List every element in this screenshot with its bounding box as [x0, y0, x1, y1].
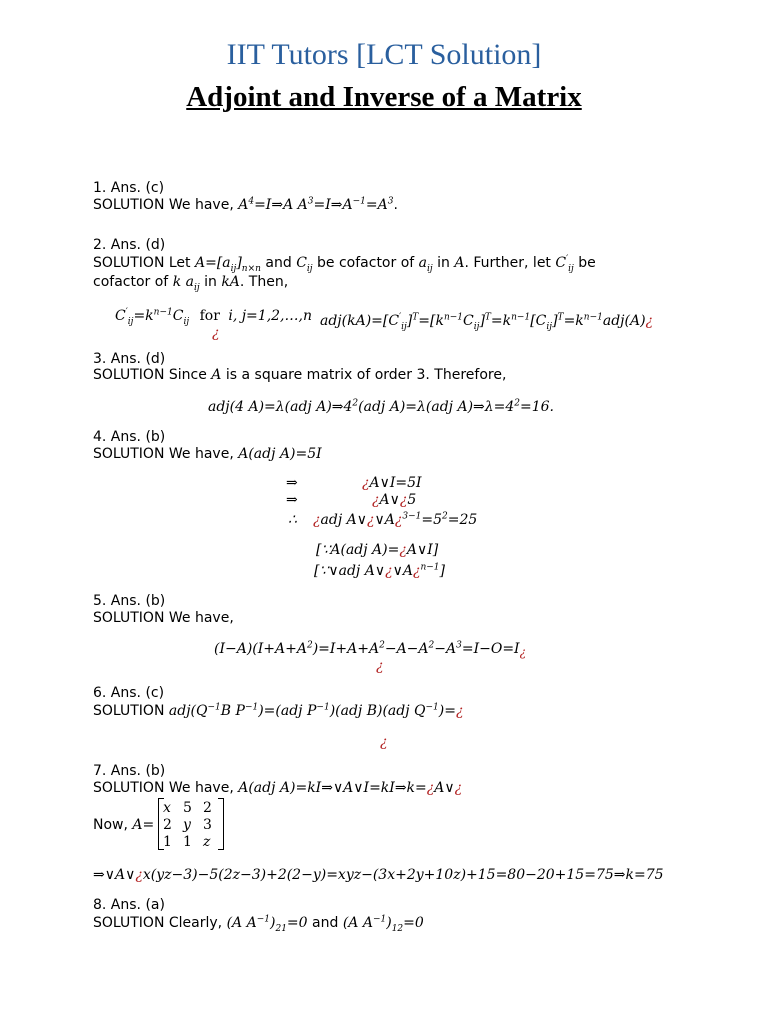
q4-step3: ¿adj $A\vee¿\vee A¿^{3-1}=5^2=25$ [313, 511, 478, 528]
q2-equation-left: $C'_{ij}=k^{n-1}C_{ij}$ for i, j=1,2,…,n [115, 307, 312, 327]
q4-step1: ¿A∨I=5I [362, 475, 422, 491]
matrix-cell: 1 [163, 833, 172, 850]
q7-now: Now, A= [93, 817, 155, 833]
q6-answer: 6. Ans. (c) [93, 685, 165, 701]
q4-solution: SOLUTION We have, A(adj A)=5I [93, 446, 322, 462]
q1-answer: 1. Ans. (c) [93, 180, 165, 196]
matrix-cell: 3 [203, 816, 212, 833]
q3-equation: adj(4 A)=λ(adj $A)\Rightarrow 4^2(adj$ A)=λ(adj $A)\Rightarrow\lambda=4^2=16$. [208, 398, 555, 415]
q2-answer: 2. Ans. (d) [93, 237, 166, 253]
q7-matrix [158, 798, 224, 850]
matrix-cell: 1 [183, 833, 192, 850]
document-header-title: IIT Tutors [LCT Solution] [226, 38, 542, 71]
document-title: Adjoint and Inverse of a Matrix [186, 81, 582, 113]
q1-solution: SOLUTION We have, $A^4=I\Rightarrow A$ $A^3=I\Rightarrow A^{-1}=A^3$. [93, 196, 398, 213]
q4-step1-symbol: ⇒ [286, 475, 298, 491]
q4-step2-symbol: ⇒ [286, 492, 298, 508]
q7-equation: ⇒∨A∨¿x(yz−3)−5(2z−3)+2(2−y)=xyz−(3x+2y+10z)+15=80−20+15=75⇒k=75 [93, 867, 664, 883]
matrix-cell: z [203, 833, 211, 850]
q8-answer: 8. Ans. (a) [93, 897, 165, 913]
matrix-cell: 2 [203, 799, 212, 816]
q2-solution-line2: cofactor of k $a_{ij}$ in kA. Then, [93, 274, 289, 293]
q4-step2: ¿A∨¿5 [372, 492, 417, 508]
q5-solution: SOLUTION We have, [93, 610, 234, 626]
q3-answer: 3. Ans. (d) [93, 351, 166, 367]
matrix-cell: x [163, 799, 171, 816]
q2-marker: ¿ [212, 325, 220, 341]
q5-answer: 5. Ans. (b) [93, 593, 166, 609]
q5-marker: ¿ [376, 658, 384, 674]
q4-answer: 4. Ans. (b) [93, 429, 166, 445]
q2-equation-right: $adj(kA)=[C'_{ij}]^T=[k^{n-1}C_{ij}]^T=k^{n-1}[C_{ij}]^T=k^{n-1}adj(A)¿$ [320, 312, 654, 332]
q2-solution-line1: SOLUTION Let $A=[a_{ij}]_{n\times n}$ and $C_{ij}$ be cofactor of $a_{ij}$ in A. Further, let $C'_{ij}$ be [93, 254, 596, 274]
q8-solution: SOLUTION Clearly, (A $A^{-1})_{21}=0$ and (A $A^{-1})_{12}=0$ [93, 914, 424, 934]
q7-solution: SOLUTION We have, A(adj A)=kI⇒∨A∨I=kI⇒k=¿A∨¿ [93, 780, 463, 796]
q4-step3-symbol: ∴ [288, 512, 297, 528]
q6-marker: ¿ [380, 734, 388, 750]
q4-note2: [∵∨adj A∨¿∨A¿$^{n-1}$] [314, 562, 446, 579]
q6-solution: SOLUTION $adj(Q^{-1}B$ $P^{-1})=(adj$ $P^{-1})(adj$ B)(adj $Q^{-1})=¿$ [93, 702, 464, 719]
q7-answer: 7. Ans. (b) [93, 763, 166, 779]
q4-note1: [∵A(adj A)=¿A∨I] [316, 542, 439, 558]
q5-equation: $(I-A)(I+A+A^2)=I+A+A^2-A-A^2-A^3=I-O=I¿$ [214, 640, 527, 659]
q3-solution: SOLUTION Since A is a square matrix of order 3. Therefore, [93, 367, 507, 383]
matrix-cell: 5 [183, 799, 192, 816]
matrix-cell: 2 [163, 816, 172, 833]
matrix-cell: y [183, 816, 191, 833]
